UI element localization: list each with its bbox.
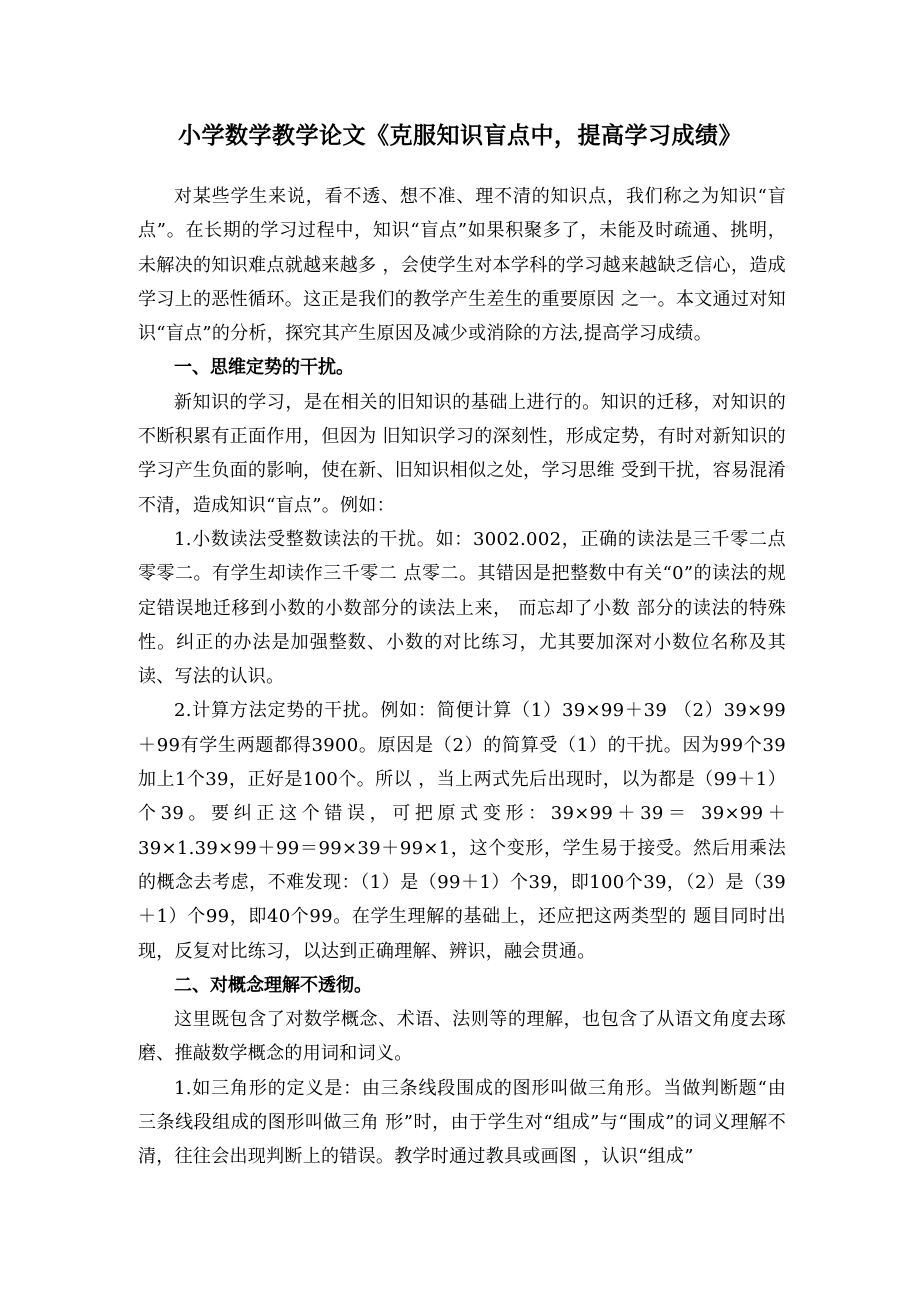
section-1-item-2: 2.计算方法定势的干扰。例如：简便计算（1）39×99＋39 （2）39×99＋99有学生两题都得3900。原因是（2）的简算受（1）的干扰。因为99个39加上1个39，正好是100个。所以 ，当上两式先后出现时，以为都是（99＋1）个39。要纠正这个错误，可把原式变形：39×99＋39＝ 39×99＋ 39×1.39×99＋99＝99×39＋99×1，这个变形，学生易于接受。然后用乘法的概念去考虑，不难发现：（1）是（99＋1）个39，即100个39，（2）是（39＋1）个99，即40个99。在学生理解的基础上，还应把这两类型的 题目同时出现，反复对比练习，以达到正确理解、辨识，融会贯通。	[138, 700, 786, 962]
section-1-paragraph: 新知识的学习，是在相关的旧知识的基础上进行的。知识的迁移，对知识的不断积累有正面作用，但因为 旧知识学习的深刻性，形成定势，有时对新知识的学习产生负面的影响，使在新、旧知识相似之处，学习思维 受到干扰，容易混淆不清，造成知识“盲点”。例如：	[138, 391, 786, 516]
section-heading-1: 一、思维定势的干扰。	[174, 357, 354, 379]
intro-paragraph: 对某些学生来说，看不透、想不准、理不清的知识点，我们称之为知识“盲点”。在长期的学习过程中，知识“盲点”如果积聚多了，未能及时疏通、挑明，未解决的知识难点就越来越多 ，会使学生对本学科的学习越来越缺乏信心，造成学习上的恶性循环。这正是我们的教学产生差生的重要原因 之一。本文通过对知识“盲点”的分析，探究其产生原因及减少或消除的方法,提高学习成绩。	[138, 186, 786, 345]
document-title: 小学数学教学论文《克服知识盲点中，提高学习成绩》	[178, 122, 742, 149]
section-2-paragraph: 这里既包含了对数学概念、术语、法则等的理解，也包含了从语文角度去琢磨、推敲数学概念的用词和词义。	[138, 1009, 786, 1065]
section-1-item-1: 1.小数读法受整数读法的干扰。如：3002.002，正确的读法是三千零二点零零二。有学生却读作三千零二 点零二。其错因是把整数中有关“0”的读法的规定错误地迁移到小数的小数部分的读法上来， 而忘却了小数 部分的读法的特殊性。纠正的办法是加强整数、小数的对比练习，尤其要加深对小数位名称及其读、写法的认识。	[138, 528, 786, 688]
section-2-item-1: 1.如三角形的定义是：由三条线段围成的图形叫做三角形。当做判断题“由三条线段组成的图形叫做三角 形”时，由于学生对“组成”与“围成”的词义理解不清，往往会出现判断上的错误。教学时通过教具或画图 ，认识“组成”	[138, 1077, 786, 1168]
document-body	[138, 180, 786, 1175]
section-heading-2: 二、对概念理解不透彻。	[174, 974, 372, 996]
